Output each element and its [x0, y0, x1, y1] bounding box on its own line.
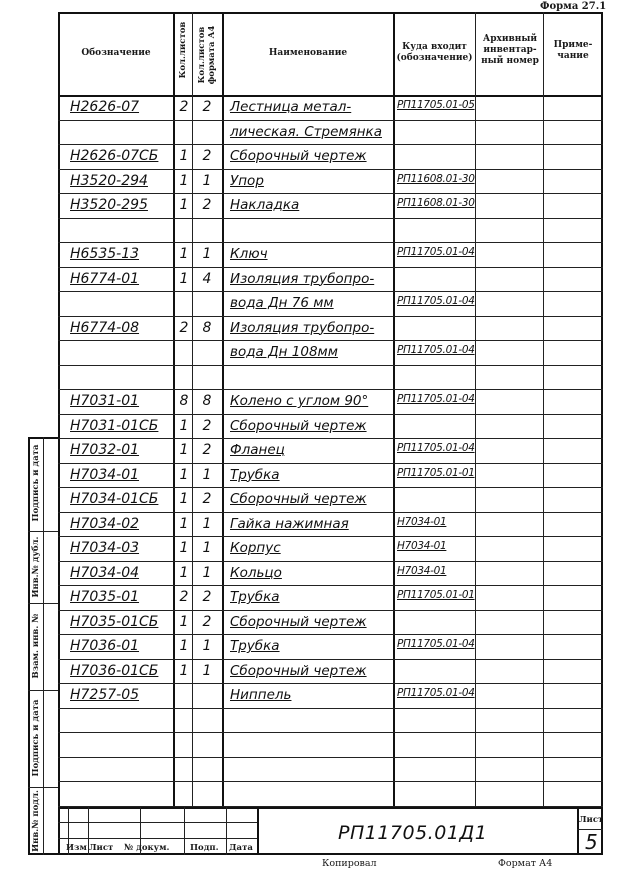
row-line: [58, 340, 603, 341]
row-name: Фланец: [230, 442, 285, 458]
row-line: [58, 414, 603, 415]
tb-podp: Подп.: [190, 843, 219, 853]
row-line: [58, 487, 603, 488]
row-name: Накладка: [230, 197, 300, 213]
row-sheets: 8: [179, 393, 189, 409]
row-sheets: 1: [179, 662, 189, 679]
row-sheets: 1: [179, 172, 189, 189]
row-line: [58, 267, 603, 268]
tb-v4: [184, 807, 185, 855]
row-name: Ниппель: [230, 687, 292, 703]
row-where-used: РП11705.01-01: [397, 589, 475, 601]
row-where-used: РП11705.01-04: [397, 442, 475, 454]
row-where-used: Н7034-01: [397, 540, 447, 552]
row-designation: Н7035-01: [70, 589, 140, 605]
row-a4: 1: [202, 466, 212, 483]
row-designation: Н7031-01: [70, 393, 140, 409]
side-inv-podl: Инв.№ подл.: [31, 790, 41, 852]
tb-izm: Изм: [66, 843, 87, 853]
row-a4: 2: [202, 197, 212, 213]
row-name: вода Дн 76 мм: [230, 295, 334, 311]
document-code: РП11705.01Д1: [338, 822, 488, 844]
row-where-used: РП11705.01-04: [397, 344, 475, 356]
row-name: Кольцо: [230, 564, 282, 581]
row-line: [58, 463, 603, 464]
tb-doc-no: № докум.: [124, 843, 170, 853]
header-divider: [58, 95, 603, 97]
row-designation: Н3520-294: [70, 172, 148, 189]
row-designation: Н2626-07СБ: [70, 148, 159, 164]
header-a4-text: Кол.листов формата А4: [197, 25, 217, 85]
row-where-used: РП11608.01-30: [397, 172, 475, 185]
row-a4: 2: [202, 417, 212, 434]
row-a4: 2: [202, 491, 212, 507]
row-sheets: 1: [179, 148, 189, 164]
row-a4: 1: [202, 564, 212, 581]
row-line: [58, 193, 603, 194]
row-name: Лестница метал-: [230, 99, 352, 115]
row-name: Сборочный чертеж: [230, 613, 367, 630]
row-a4: 1: [202, 540, 212, 556]
row-name: Сборочный чертеж: [230, 662, 367, 679]
row-name: Ключ: [230, 246, 268, 262]
row-designation: Н7034-04: [70, 564, 140, 581]
row-where-used: РП11705.01-04: [397, 393, 475, 405]
row-line: [58, 610, 603, 611]
row-line: [58, 169, 603, 170]
row-line: [58, 242, 603, 243]
row-sheets: 2: [179, 319, 189, 336]
header-designation: Обозначение: [81, 48, 151, 58]
row-where-used: РП11608.01-30: [397, 197, 475, 209]
side-vzam-inv: Взам. инв. №: [31, 613, 41, 679]
col-line-5: [475, 12, 476, 807]
row-line: [58, 389, 603, 390]
side-inv-dubl: Инв.№ дубл.: [31, 536, 41, 598]
header-sheets-count: Кол.листов: [178, 21, 188, 79]
row-designation: Н6774-08: [70, 319, 140, 336]
row-line: [58, 732, 603, 733]
row-line: [58, 218, 603, 219]
row-designation: Н7034-01: [70, 466, 140, 483]
tb-sheet-label: Лист: [579, 815, 604, 825]
row-line: [58, 585, 603, 586]
row-line: [58, 757, 603, 758]
tb-v6: [257, 807, 259, 855]
row-designation: Н6774-01: [70, 270, 140, 287]
row-a4: 2: [202, 99, 212, 115]
row-sheets: 1: [179, 638, 189, 654]
row-where-used: РП11705.01-05: [397, 99, 475, 111]
row-where-used: РП11705.01-01: [397, 466, 475, 479]
col-line-3: [222, 12, 224, 807]
row-designation: Н2626-07: [70, 99, 140, 115]
row-a4: 2: [202, 613, 212, 630]
row-sheets: 1: [179, 540, 189, 556]
row-where-used: Н7034-01: [397, 515, 447, 528]
header-where-used: Куда входит (обозначение): [396, 42, 473, 63]
tb-data: Дата: [229, 843, 253, 853]
side-sign-date-1: Подпись и дата: [31, 444, 41, 522]
row-sheets: 1: [179, 491, 189, 507]
row-where-used: РП11705.01-04: [397, 638, 475, 650]
row-designation: Н7257-05: [70, 687, 140, 703]
row-a4: 2: [202, 589, 212, 605]
row-name: вода Дн 108мм: [230, 344, 338, 360]
row-sheets: 1: [179, 466, 189, 483]
row-where-used: Н7034-01: [397, 564, 447, 577]
row-designation: Н7031-01СБ: [70, 417, 159, 434]
row-sheets: 1: [179, 564, 189, 581]
row-a4: 8: [202, 393, 212, 409]
row-a4: 2: [202, 148, 212, 164]
row-designation: Н7034-03: [70, 540, 140, 556]
row-designation: Н7034-01СБ: [70, 491, 159, 507]
row-line: [58, 634, 603, 635]
row-a4: 4: [202, 270, 212, 287]
row-designation: Н3520-295: [70, 197, 148, 213]
row-sheets: 1: [179, 197, 189, 213]
row-designation: Н7032-01: [70, 442, 140, 458]
row-line: [58, 316, 603, 317]
row-name: Корпус: [230, 540, 281, 556]
row-name: Изоляция трубопро-: [230, 270, 375, 287]
col-line-4: [393, 12, 395, 807]
row-name: Сборочный чертеж: [230, 148, 367, 164]
row-a4: 8: [202, 319, 212, 336]
row-sheets: 2: [179, 99, 189, 115]
side-stamp-divider: [43, 437, 44, 855]
row-sheets: 1: [179, 613, 189, 630]
row-a4: 1: [202, 638, 212, 654]
row-sheets: 1: [179, 246, 189, 262]
row-designation: Н7036-01: [70, 638, 140, 654]
row-designation: Н6535-13: [70, 246, 140, 262]
row-line: [58, 291, 603, 292]
header-archive-number: Архивный инвентар-ный номер: [481, 34, 539, 66]
row-name: Колено с углом 90°: [230, 393, 369, 409]
form-label: Форма 27.1: [540, 1, 607, 12]
side-line-3: [28, 690, 58, 691]
row-line: [58, 659, 603, 660]
row-line: [58, 438, 603, 439]
row-line: [58, 536, 603, 537]
row-a4: 2: [202, 442, 212, 458]
row-line: [58, 781, 603, 782]
row-name: Упор: [230, 172, 264, 189]
row-name: Трубка: [230, 466, 280, 483]
row-where-used: РП11705.01-04: [397, 687, 475, 699]
row-name: Сборочный чертеж: [230, 491, 367, 507]
row-name: лическая. Стремянка: [230, 123, 382, 140]
row-name: Трубка: [230, 589, 280, 605]
footer-format: Формат А4: [498, 858, 553, 869]
row-line: [58, 708, 603, 709]
row-designation: Н7036-01СБ: [70, 662, 159, 679]
col-line-2: [192, 12, 193, 807]
row-sheets: 1: [179, 270, 189, 287]
row-line: [58, 365, 603, 366]
side-sign-date-2: Подпись и дата: [31, 699, 41, 777]
row-line: [58, 144, 603, 145]
header-note: Приме-чание: [553, 40, 593, 61]
col-line-6: [543, 12, 544, 807]
row-name: Гайка нажимная: [230, 515, 349, 532]
row-a4: 1: [202, 172, 212, 189]
tb-v5: [226, 807, 227, 855]
row-a4: 1: [202, 515, 212, 532]
row-sheets: 1: [179, 417, 189, 434]
tb-list: Лист: [89, 843, 114, 853]
row-line: [58, 512, 603, 513]
row-designation: Н7035-01СБ: [70, 613, 159, 630]
header-a4-count: [197, 5, 217, 105]
row-sheets: 1: [179, 442, 189, 458]
header-name: Наименование: [268, 48, 348, 58]
row-name: Изоляция трубопро-: [230, 319, 375, 336]
row-a4: 1: [202, 662, 212, 679]
row-a4: 1: [202, 246, 212, 262]
tb-sheet-number: 5: [585, 830, 598, 854]
row-name: Трубка: [230, 638, 280, 654]
row-where-used: РП11705.01-04: [397, 295, 475, 307]
row-line: [58, 561, 603, 562]
row-line: [58, 683, 603, 684]
row-line: [58, 120, 603, 121]
row-sheets: 2: [179, 589, 189, 605]
footer-copied: Копировал: [322, 858, 377, 869]
row-where-used: РП11705.01-04: [397, 246, 475, 258]
row-name: Сборочный чертеж: [230, 417, 367, 434]
row-sheets: 1: [179, 515, 189, 532]
row-designation: Н7034-02: [70, 515, 140, 532]
